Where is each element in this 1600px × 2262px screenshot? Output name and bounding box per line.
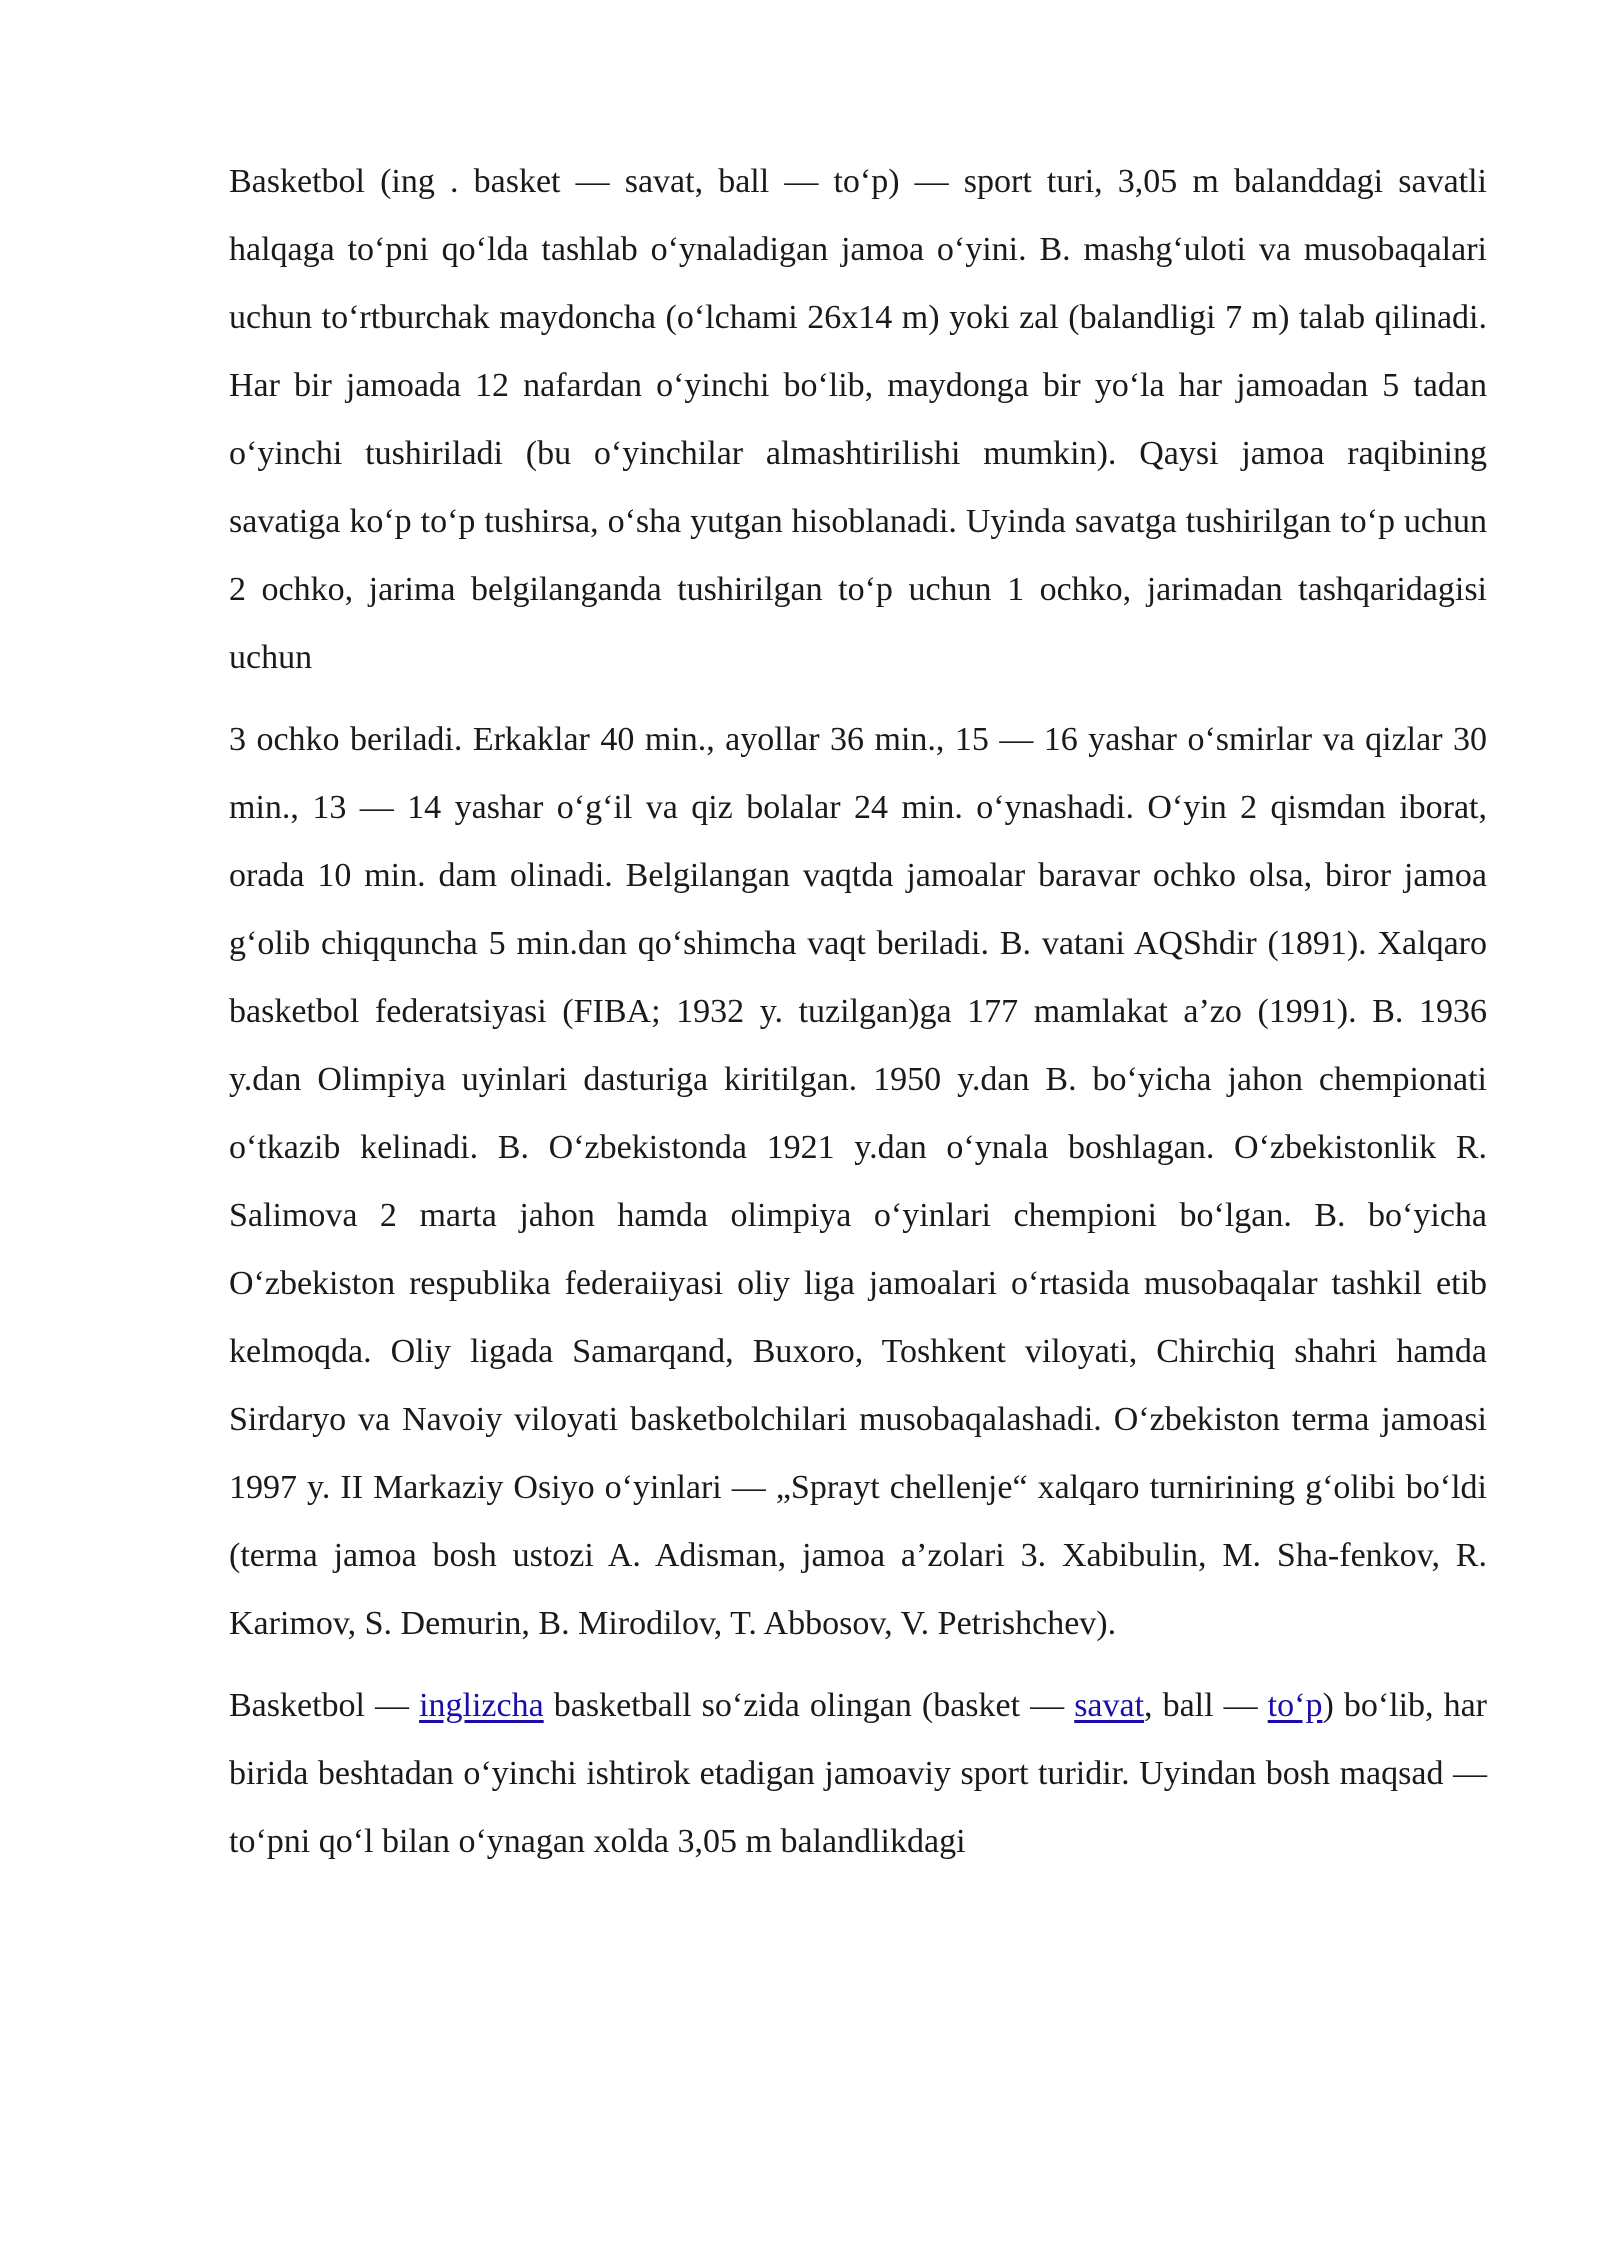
text-segment: basketball so‘zida olingan (basket —: [543, 1687, 1075, 1724]
paragraph-basketbol-definition: [229, 1672, 1487, 1876]
text-segment: , ball —: [1144, 1687, 1268, 1724]
link-top[interactable]: to‘p: [1267, 1687, 1323, 1724]
paragraph-basketbol-intro: Basketbol (ing . basket — savat, ball — to‘p) — sport turi, 3,05 m balanddagi savatli halqaga to‘pni qo‘lda tashlab o‘ynaladigan jamoa o‘yini. B. mashg‘uloti va musobaqalari uchun to‘rtburchak maydoncha (o‘lchami 26x14 m) yoki zal (balandligi 7 m) talab qilinadi. Har bir jamoada 12 nafardan o‘yinchi bo‘lib, maydonga bir yo‘la har jamoadan 5 tadan o‘yinchi tushiriladi (bu o‘yinchilar almashtirilishi mumkin). Qaysi jamoa raqibining savatiga ko‘p to‘p tushirsa, o‘sha yutgan hisoblanadi. Uyinda savatga tushirilgan to‘p uchun 2 ochko, jarima belgilanganda tushirilgan to‘p uchun 1 ochko, jarimadan tashqaridagisi uchun: [229, 163, 1487, 676]
paragraph-basketbol-rules-history: 3 ochko beriladi. Erkaklar 40 min., ayollar 36 min., 15 — 16 yashar o‘smirlar va qizlar 30 min., 13 — 14 yashar o‘g‘il va qiz bolalar 24 min. o‘ynashadi. O‘yin 2 qismdan iborat, orada 10 min. dam olinadi. Belgilangan vaqtda jamoalar baravar ochko olsa, biror jamoa g‘olib chiqquncha 5 min.dan qo‘shimcha vaqt beriladi. B. vatani AQShdir (1891). Xalqaro basketbol federatsiyasi (FIBA; 1932 y. tuzilgan)ga 177 mamlakat a’zo (1991). B. 1936 y.dan Olimpiya uyinlari dasturiga kiritilgan. 1950 y.dan B. bo‘yicha jahon chempionati o‘tkazib kelinadi. B. O‘zbekistonda 1921 y.dan o‘ynala boshlagan. O‘zbekistonlik R. Salimova 2 marta jahon hamda olimpiya o‘yinlari chempioni bo‘lgan. B. bo‘yicha O‘zbekiston respublika federaiiyasi oliy liga jamoalari o‘rtasida musobaqalar tashkil etib kelmoqda. Oliy ligada Samarqand, Buxoro, Toshkent viloyati, Chirchiq shahri hamda Sirdaryo va Navoiy viloyati basketbolchilari musobaqalashadi. O‘zbekiston terma jamoasi 1997 y. II Markaziy Osiyo o‘yinlari — „Sprayt chellenje“ xalqaro turnirining g‘olibi bo‘ldi (terma jamoa bosh ustozi A. Adisman, jamoa a’zolari 3. Xabibulin, M. Sha-fenkov, R. Karimov, S. Demurin, B. Mirodilov, T. Abbosov, V. Petrishchev).: [229, 721, 1487, 1642]
text-segment: Basketbol —: [229, 1687, 420, 1724]
link-savat[interactable]: savat: [1074, 1687, 1145, 1724]
text-segment: ) bo‘lib, har birida beshtadan o‘yinchi ishtirok etadigan jamoaviy sport turidir. Uyindan bosh maqsad — to‘pni qo‘l bilan o‘ynagan xolda 3,05 m balandlikdagi: [229, 1687, 1487, 1860]
document-page: [229, 148, 1487, 1890]
link-inglizcha[interactable]: inglizcha: [419, 1687, 544, 1724]
